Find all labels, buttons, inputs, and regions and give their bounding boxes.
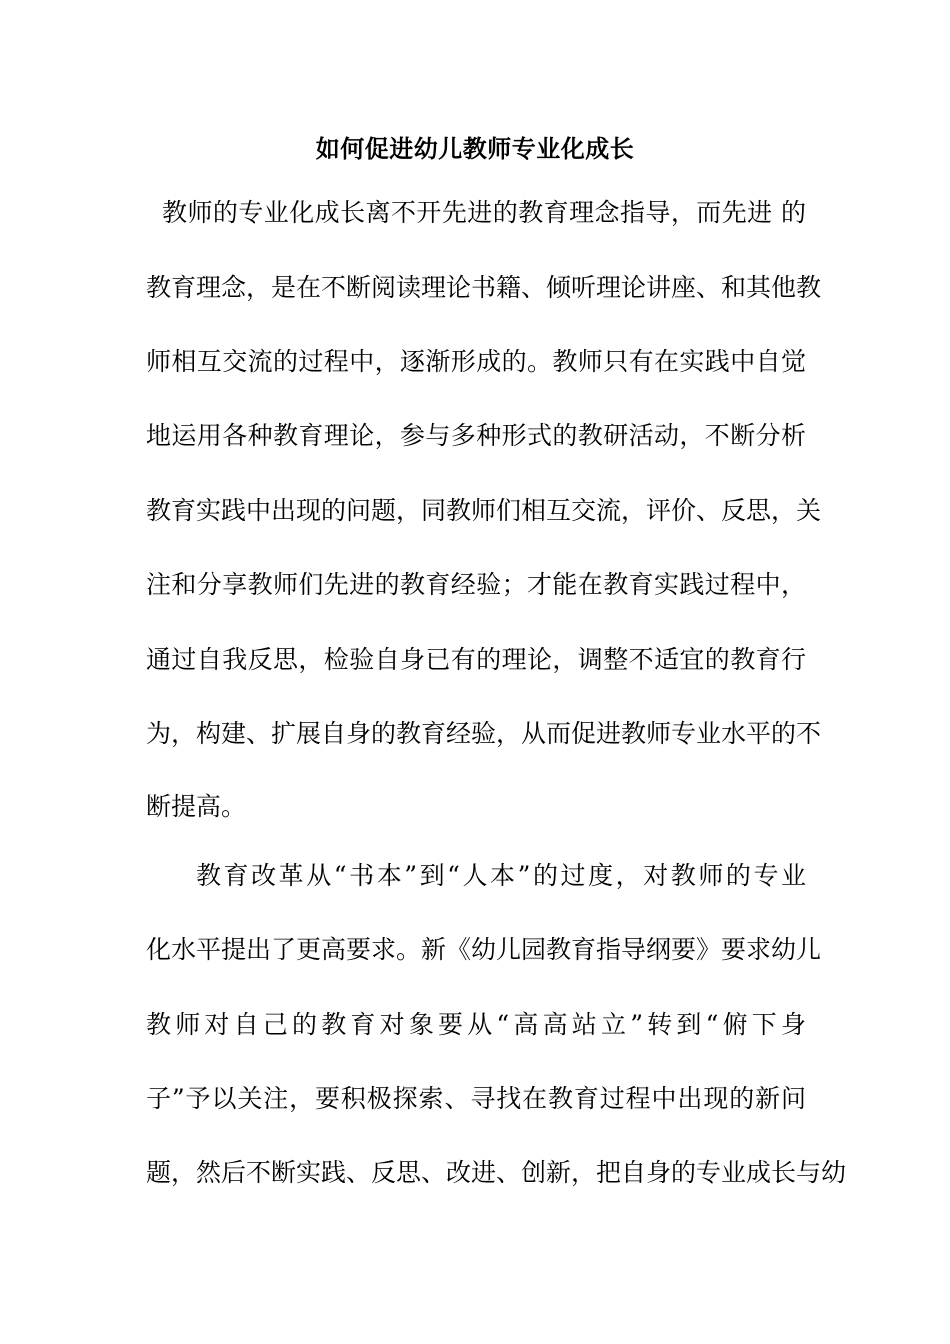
paragraph-line: 题，然后不断实践、反思、改进、创新，把自身的专业成长与幼: [146, 1158, 847, 1187]
paragraph-line: 通过自我反思，检验自身已有的理论，调整不适宜的教育行: [146, 645, 806, 674]
paragraph-line: 师相互交流的过程中，逐渐形成的。教师只有在实践中自觉: [146, 347, 806, 376]
paragraph-line: 注和分享教师们先进的教育经验；才能在教育实践过程中，: [146, 570, 806, 599]
paragraph-line: 教育改革从“书本”到“人本”的过度，对教师的专业: [196, 861, 806, 890]
paragraph-line: 教育理念，是在不断阅读理论书籍、倾听理论讲座、和其他教: [146, 273, 822, 302]
paragraph-line: 教师对自己的教育对象要从“高高站立”转到“俯下身: [146, 1010, 806, 1039]
paragraph-line: 断提高。: [146, 792, 247, 821]
paragraph-line: 教育实践中出现的问题，同教师们相互交流，评价、反思，关: [146, 496, 822, 525]
paragraph-line: 化水平提出了更高要求。新《幼儿园教育指导纲要》要求幼儿: [146, 935, 822, 964]
document-title: 如何促进幼儿教师专业化成长: [315, 134, 635, 163]
paragraph-line: 子”予以关注，要积极探索、寻找在教育过程中出现的新问: [146, 1084, 806, 1113]
paragraph-line: 地运用各种教育理论，参与多种形式的教研活动，不断分析: [146, 421, 806, 450]
paragraph-line: 为，构建、扩展自身的教育经验，从而促进教师专业水平的不: [146, 719, 822, 748]
paragraph-line: 教师的专业化成长离不开先进的教育理念指导，而先进 的: [162, 198, 806, 227]
